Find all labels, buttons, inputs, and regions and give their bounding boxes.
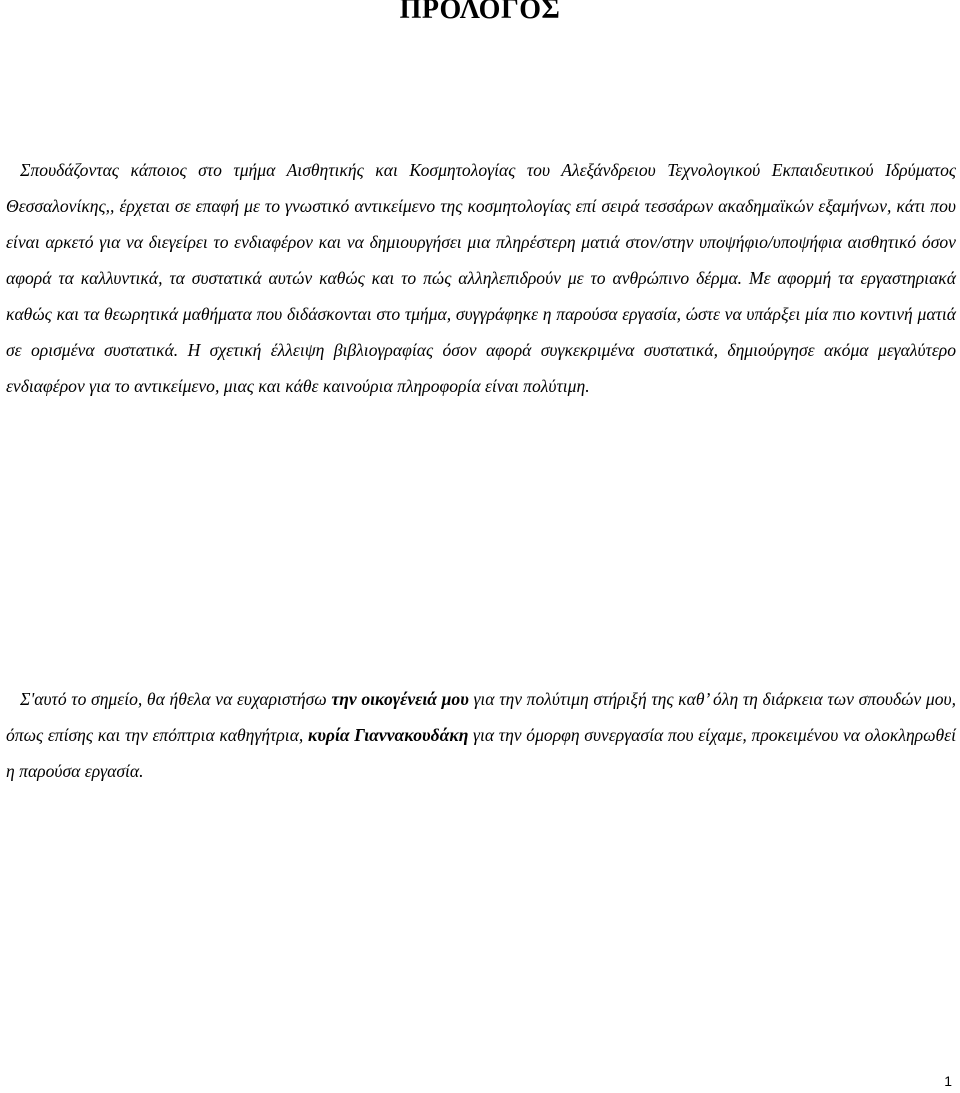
page-number: 1 — [944, 1073, 952, 1089]
acknowledged-family: την οικογένειά μου — [331, 689, 469, 709]
acknowledged-supervisor: κυρία Γιαννακουδάκη — [308, 725, 469, 745]
page-title: ΠΡΟΛΟΓΟΣ — [399, 0, 561, 25]
acknowledgements-text-3: για την όμορφη συνεργασία που είχαμε, προκειμένου να ολοκληρωθεί η παρούσα εργασία. — [6, 725, 956, 781]
acknowledgements-text-2: για την πολύτιμη στήριξή της καθ’ όλη τη διάρκεια των σπουδών μου, όπως επίσης και την επόπτρια καθηγήτρια, — [6, 689, 956, 745]
preface-paragraph: Σπουδάζοντας κάποιος στο τμήμα Αισθητικής και Κοσμητολογίας του Αλεξάνδρειου Τεχνολογικού Εκπαιδευτικού Ιδρύματος Θεσσαλονίκης,, έρχεται σε επαφή με το γνωστικό αντικείμενο της κοσμητολογίας επί σειρά τεσσάρων ακαδημαϊκών εξαμήνων, κάτι που είναι αρκετό για να διεγείρει το ενδιαφέρον και να δημιουργήσει μια πληρέστερη ματιά στον/στην υποψήφιο/υποψήφια αισθητικό όσον αφορά τα καλλυντικά, τα συστατικά αυτών καθώς και το πώς αλληλεπιδρούν με το ανθρώπινο δέρμα. Με αφορμή τα εργαστηριακά καθώς και τα θεωρητικά μαθήματα που διδάσκονται στο τμήμα, συγγράφηκε η παρούσα εργασία, ώστε να υπάρξει μία πιο κοντινή ματιά σε ορισμένα συστατικά. Η σχετική έλλειψη βιβλιογραφίας όσον αφορά συγκεκριμένα συστατικά, δημιούργησε ακόμα μεγαλύτερο ενδιαφέρον για το αντικείμενο, μιας και κάθε καινούρια πληροφορία είναι πολύτιμη. — [6, 160, 956, 396]
acknowledgements-paragraph — [6, 681, 956, 789]
acknowledgements-text-1: Σ'αυτό το σημείο, θα ήθελα να ευχαριστήσω — [20, 689, 332, 709]
